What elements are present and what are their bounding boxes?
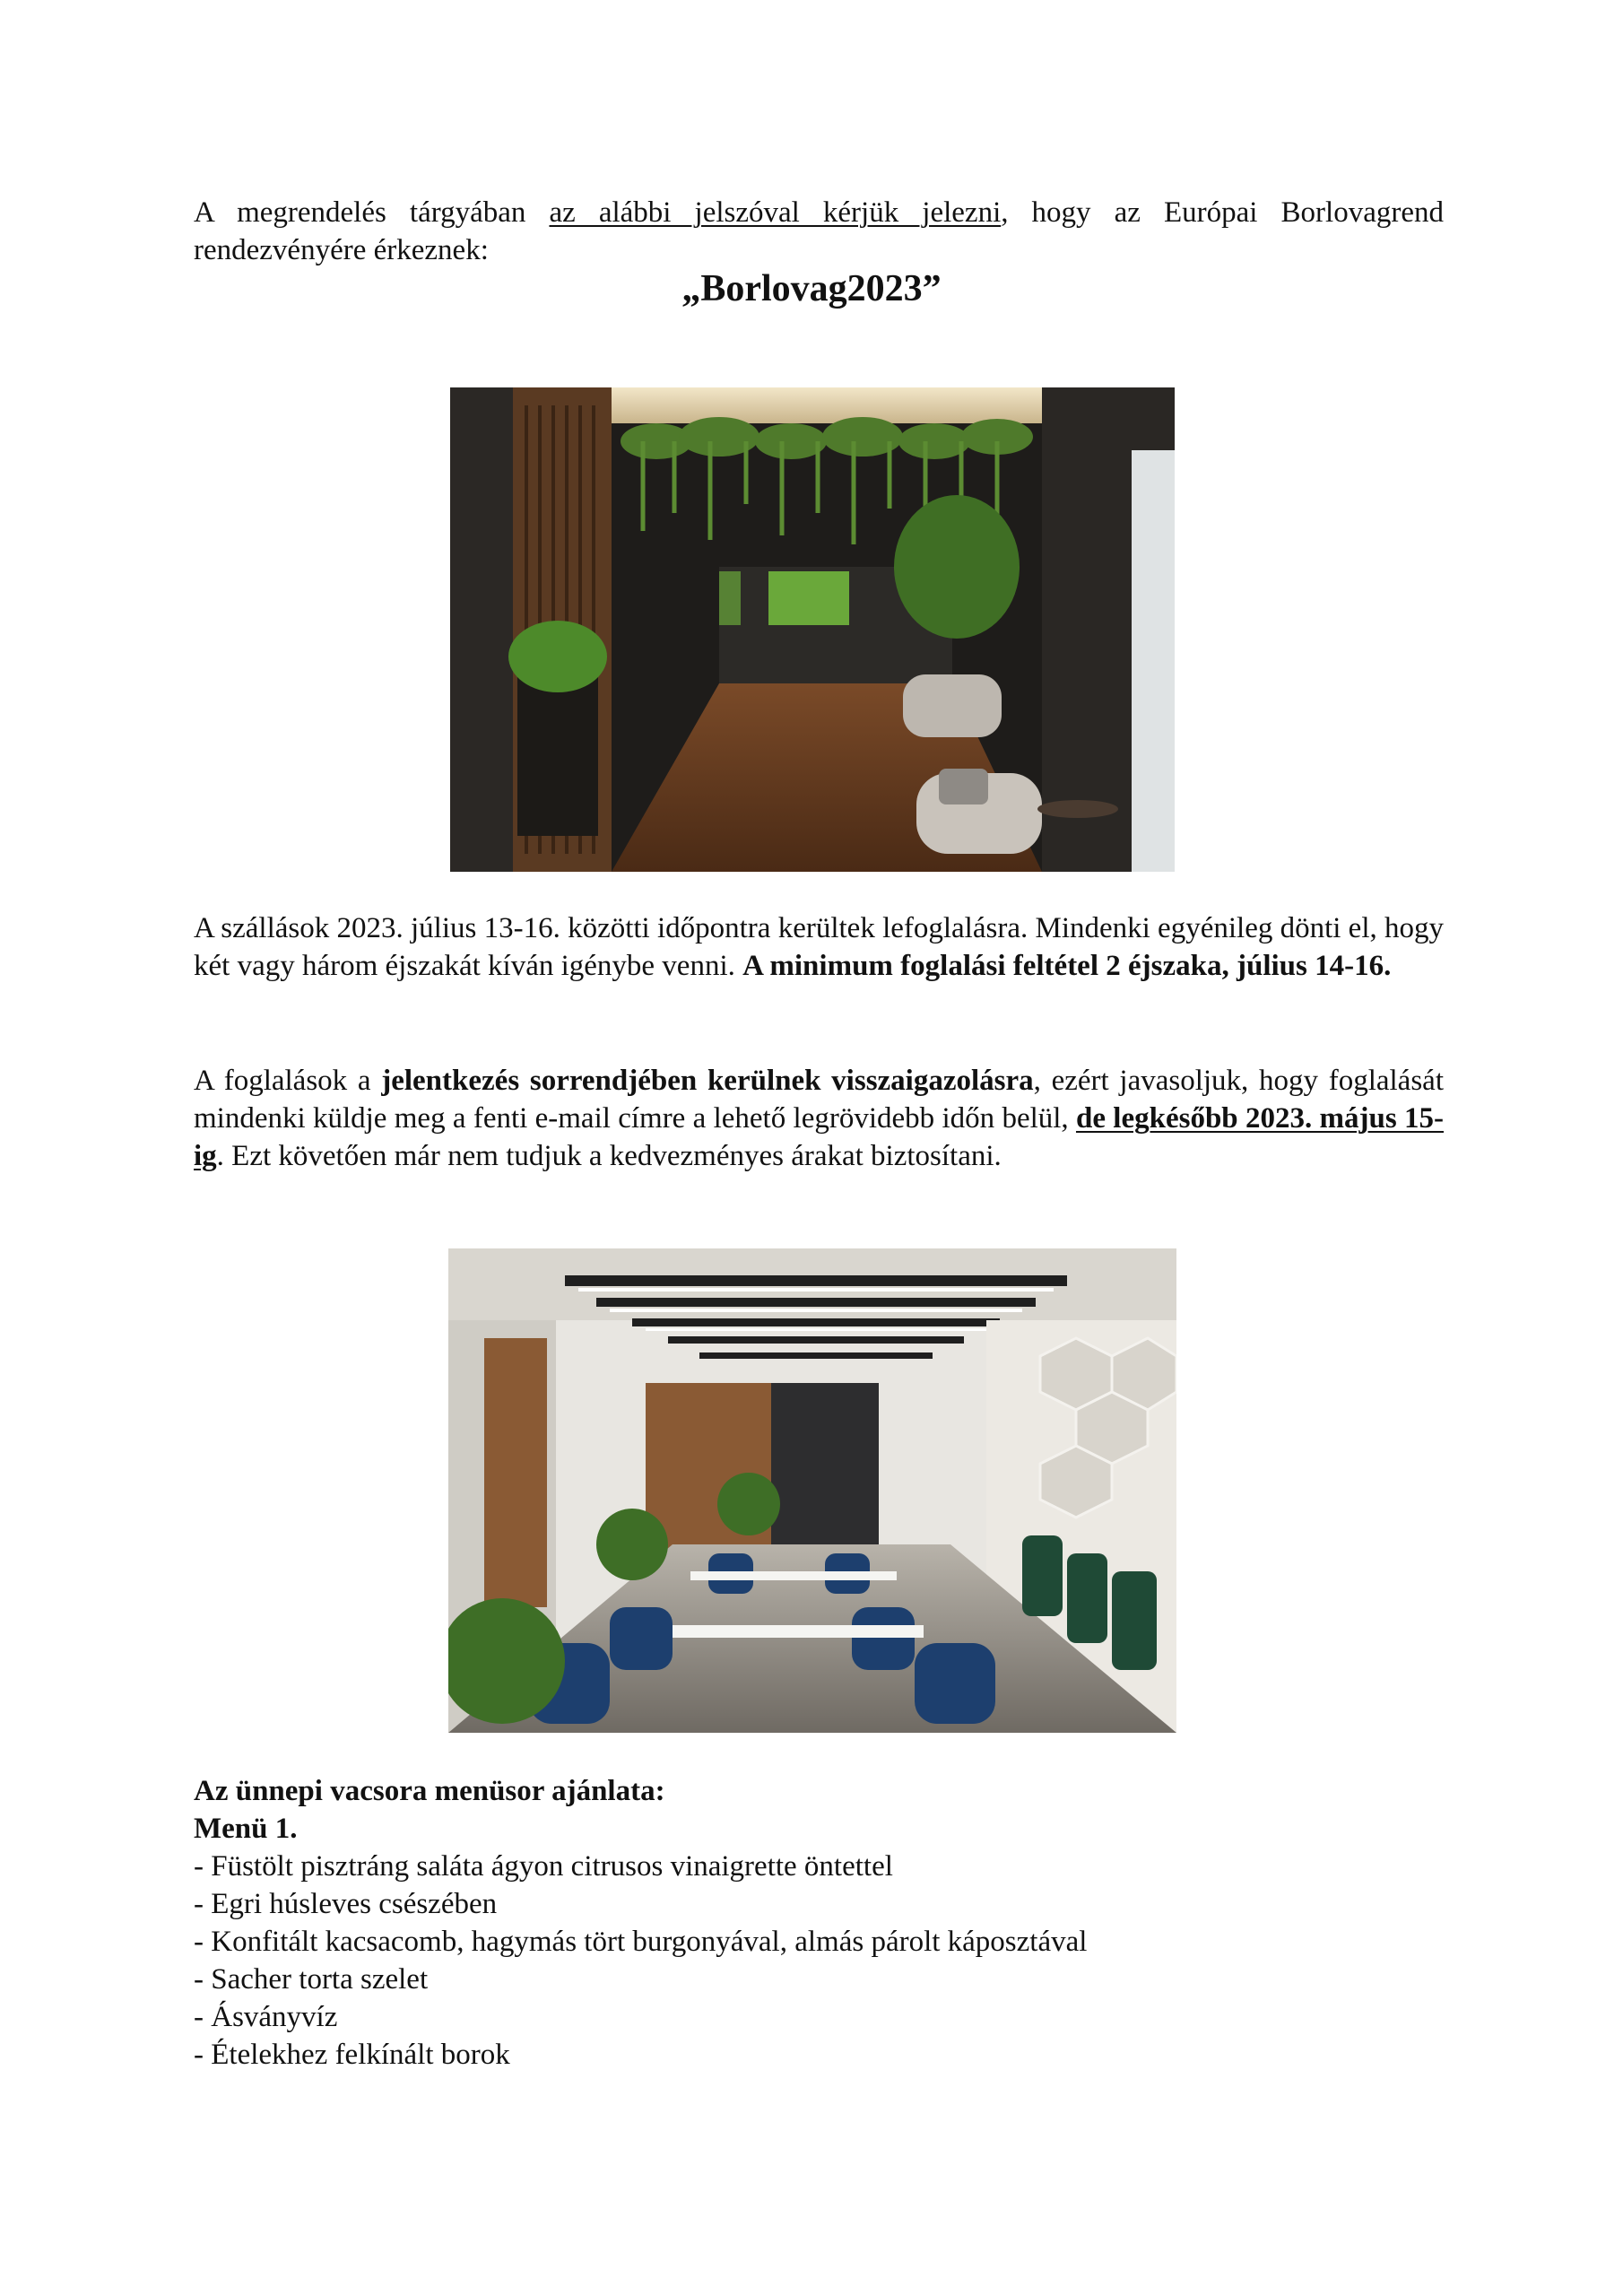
restaurant-photo (448, 1248, 1176, 1733)
intro-text-2: , hogy az Európai Borlovagrend rendezvényére érkeznek: (194, 196, 1444, 266)
menu-section (194, 1772, 1444, 2074)
menu-item: - Füstölt pisztráng saláta ágyon citrusos vinaigrette öntettel (194, 1850, 893, 1883)
menu-item: - Ételekhez felkínált borok (194, 2039, 510, 2071)
menu-heading: Az ünnepi vacsora menüsor ajánlata: (194, 1775, 665, 1807)
intro-text-1: A megrendelés tárgyában (194, 196, 550, 229)
booking-text-2: , ezért javasoljuk, hogy foglalását mindenki küldje meg a fenti e-mail címre a lehető legrövidebb időn belül, (194, 1065, 1444, 1135)
intro-underlined-text: az alábbi jelszóval kérjük jelezni (549, 196, 1002, 229)
minimum-booking-condition: A minimum foglalási feltétel 2 éjszaka, július 14-16. (742, 950, 1392, 982)
dates-text: A szállások 2023. július 13-16. közötti időpontra kerültek lefoglalásra. Mindenki egyénileg dönti el, hogy két vagy három éjszakát kíván igénybe venni. (194, 912, 1444, 982)
intro-paragraph (194, 194, 1444, 269)
booking-deadline: de legkésőbb 2023. május 15-ig (194, 1102, 1444, 1172)
menu-item: - Sacher torta szelet (194, 1963, 429, 1996)
restaurant-photo-illustration (448, 1248, 1176, 1733)
menu-list (194, 1848, 1444, 2074)
menu-item: - Ásványvíz (194, 2001, 338, 2033)
lounge-photo (450, 387, 1175, 872)
menu-item: - Konfitált kacsacomb, hagymás tört burgonyával, almás párolt káposztával (194, 1926, 1088, 1958)
menu-item: - Egri húsleves csészében (194, 1888, 498, 1920)
lounge-photo-illustration (450, 387, 1175, 872)
dates-paragraph (194, 909, 1444, 985)
password-headline: „Borlovag2023” (681, 268, 942, 309)
menu-subheading: Menü 1. (194, 1813, 298, 1845)
booking-text-3: . Ezt követően már nem tudjuk a kedvezményes árakat biztosítani. (216, 1140, 1002, 1172)
booking-paragraph (194, 1062, 1444, 1175)
booking-text-1: A foglalások a (194, 1065, 382, 1097)
booking-bold-text: jelentkezés sorrendjében kerülnek visszaigazolásra (381, 1065, 1034, 1097)
